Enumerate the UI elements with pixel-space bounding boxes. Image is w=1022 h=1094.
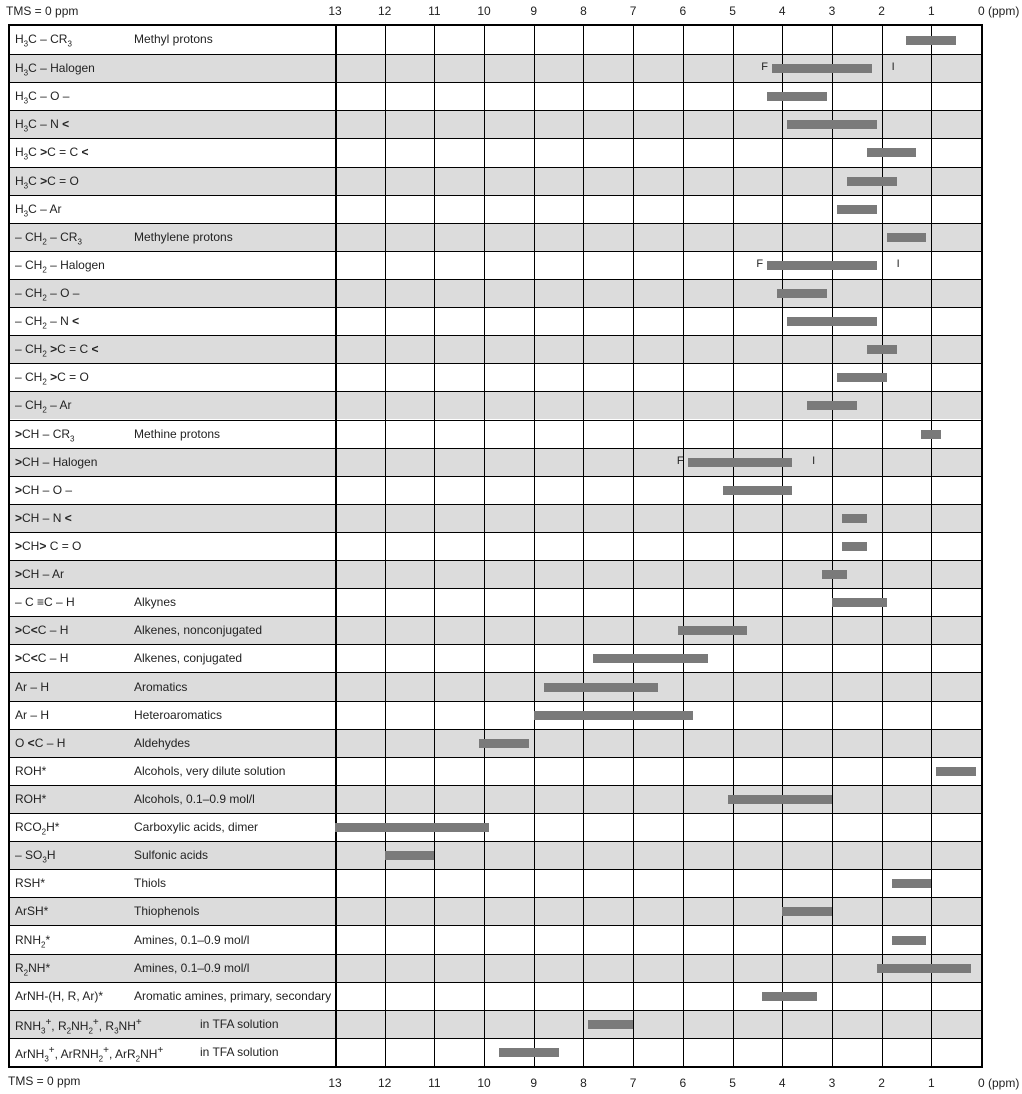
range-bar [837, 373, 887, 382]
gridline [534, 26, 535, 1066]
footer-tms-label: TMS = 0 ppm [8, 1074, 81, 1088]
range-bar [807, 401, 857, 410]
range-bar [723, 486, 793, 495]
tick-label: 3 [828, 4, 836, 18]
range-bar [772, 64, 871, 73]
range-end-label: I [896, 257, 900, 270]
proton-type-label: – $CH_2$ – Ar [15, 398, 72, 415]
row-description: Alcohols, 0.1–0.9 mol/l [134, 791, 255, 806]
range-bar [588, 1020, 633, 1029]
proton-type-label: $H_3C$ – O – [15, 89, 70, 106]
tick-label: 4 [778, 1076, 786, 1090]
row-description: in TFA solution [200, 1044, 279, 1059]
range-bar [499, 1048, 559, 1057]
range-bar [678, 626, 748, 635]
row-description: Aldehydes [134, 735, 191, 750]
range-bar [688, 458, 792, 467]
proton-type-label: – $CH_2$ – N < [15, 314, 80, 331]
gridline [385, 26, 386, 1066]
tick-label: 2 [878, 4, 885, 18]
gridline [583, 26, 584, 1066]
table-row [10, 925, 981, 953]
range-bar [867, 345, 897, 354]
range-start-label: F [756, 257, 764, 270]
range-start-label: F [761, 61, 769, 74]
table-row [10, 869, 981, 897]
proton-type-label: $RNH_2*$ [15, 932, 51, 949]
gridline [335, 26, 337, 1066]
tick-label: 6 [679, 4, 687, 18]
proton-type-label: – $CH_2$ – O – [15, 286, 80, 303]
gridline [683, 26, 684, 1066]
table-row [10, 672, 981, 700]
range-bar [832, 598, 887, 607]
range-end-label: I [812, 454, 816, 467]
row-description: Thiophenols [134, 904, 200, 919]
range-bar [906, 36, 956, 45]
table-row [10, 616, 981, 644]
row-description: Amines, 0.1–0.9 mol/l [134, 960, 250, 975]
tick-label: 1 [927, 1076, 935, 1090]
tick-label: 11 [428, 1076, 441, 1090]
proton-type-label: O <C – H [15, 735, 66, 750]
tick-label: 2 [878, 1076, 885, 1090]
table-row [10, 982, 981, 1010]
proton-type-label: >CH – N < [15, 510, 72, 525]
row-description: Alcohols, very dilute solution [134, 763, 286, 778]
range-bar [787, 317, 876, 326]
range-bar [534, 711, 693, 720]
table-row [10, 1010, 981, 1038]
tick-label: 4 [778, 4, 786, 18]
table-row [10, 223, 981, 251]
table-row [10, 954, 981, 982]
range-bar [892, 879, 932, 888]
table-row [10, 757, 981, 785]
table-row [10, 82, 981, 110]
gridline [733, 26, 734, 1066]
range-bar [762, 992, 817, 1001]
gridline [633, 26, 634, 1066]
row-description: Methyl protons [134, 32, 213, 47]
range-bar [867, 148, 917, 157]
row-description: Sulfonic acids [134, 848, 209, 863]
proton-type-label: $H_3C$ – Ar [15, 201, 62, 219]
table-row [10, 363, 981, 391]
row-description: Alkenes, nonconjugated [134, 623, 263, 638]
proton-type-label: – C ≡C – H [15, 595, 75, 610]
row-description: Thiols [134, 876, 167, 891]
tick-label: 3 [828, 1076, 836, 1090]
proton-type-label: – $CH_2 >C = C$ < [15, 342, 99, 359]
range-bar [728, 795, 832, 804]
row-description: Aromatics [134, 679, 188, 694]
tick-label: 7 [629, 4, 637, 18]
table-row [10, 532, 981, 560]
proton-type-label: ArNH$_3$+, ArRNH$_2$+, ArR$_2$NH+ [15, 1044, 164, 1064]
tick-label: 9 [530, 4, 538, 18]
table-row [10, 138, 981, 166]
tick-label: 11 [428, 4, 441, 18]
range-bar [921, 430, 941, 439]
table-row [10, 1038, 981, 1066]
proton-type-label: >C<C – H [15, 651, 69, 666]
table-row [10, 785, 981, 813]
row-description: Aromatic amines, primary, secondary [134, 988, 332, 1003]
tick-label: 7 [629, 1076, 637, 1090]
table-row [10, 167, 981, 195]
row-description: in TFA solution [200, 1016, 279, 1031]
row-description: Methine protons [134, 426, 221, 441]
table-row [10, 420, 981, 448]
proton-type-label: $H_3C$ – N < [15, 117, 70, 134]
proton-type-label: >CH – Ar [15, 567, 65, 582]
tick-label: 9 [530, 1076, 538, 1090]
header-unit-label: 0 (ppm) [978, 4, 1020, 18]
tick-label: 5 [729, 1076, 736, 1090]
row-description: Heteroaromatics [134, 707, 223, 722]
gridline [832, 26, 833, 1066]
table-row [10, 26, 981, 54]
table-row [10, 644, 981, 672]
range-end-label: I [891, 61, 895, 74]
row-description: Carboxylic acids, dimer [134, 820, 259, 835]
proton-type-label: $R_2NH*$ [15, 960, 51, 977]
table-row [10, 476, 981, 504]
footer-unit-label: 0 (ppm) [978, 1076, 1020, 1090]
table-row [10, 448, 981, 476]
proton-type-label: ArNH-(H, R, Ar)* [15, 988, 103, 1003]
tick-label: 10 [477, 1076, 491, 1090]
proton-type-label: $H_3C - CR_3$ [15, 32, 72, 49]
range-bar [936, 767, 976, 776]
gridline [434, 26, 435, 1066]
table-row [10, 335, 981, 363]
gridline [484, 26, 485, 1066]
range-bar [593, 654, 707, 663]
table-row [10, 279, 981, 307]
range-start-label: F [676, 454, 684, 467]
proton-type-label: $RCO_2H*$ [15, 820, 60, 837]
range-bar [782, 907, 832, 916]
range-bar [385, 851, 435, 860]
range-bar [892, 936, 927, 945]
table-row [10, 504, 981, 532]
range-bar [544, 683, 658, 692]
range-bar [887, 233, 927, 242]
range-bar [842, 542, 867, 551]
range-bar [335, 823, 489, 832]
range-bar [837, 205, 877, 214]
proton-type-label: $H_3C >C = C$ < [15, 145, 89, 162]
proton-type-label: >CH – Halogen [15, 454, 98, 469]
proton-type-label: Ar – H [15, 707, 50, 722]
proton-type-label: $H_3C >C = O$ [15, 173, 79, 190]
table-row [10, 195, 981, 223]
tick-label: 12 [378, 4, 392, 18]
tick-label: 1 [927, 4, 935, 18]
tick-label: 5 [729, 4, 736, 18]
proton-type-label: – $CH_2 - CR_3$ [15, 229, 82, 247]
row-description: Amines, 0.1–0.9 mol/l [134, 932, 250, 947]
range-bar [479, 739, 529, 748]
proton-type-label: Ar – H [15, 679, 50, 694]
tick-label: 12 [378, 1076, 392, 1090]
tick-label: 6 [679, 1076, 687, 1090]
header-tms-label: TMS = 0 ppm [6, 4, 79, 18]
proton-type-label: ROH* [15, 763, 47, 778]
proton-type-label: $H_3C$ – Halogen [15, 61, 95, 78]
range-bar [787, 120, 876, 129]
tick-label: 13 [328, 1076, 342, 1090]
proton-type-label: >C<C – H [15, 623, 69, 638]
proton-type-label: $>CH - CR_3$ [15, 426, 75, 443]
row-description: Methylene protons [134, 229, 233, 244]
range-bar [847, 177, 897, 186]
chemical-shift-chart [8, 24, 983, 1068]
range-bar [777, 289, 827, 298]
proton-type-label: >CH> C = O [15, 538, 82, 553]
proton-type-label: ROH* [15, 791, 47, 806]
proton-type-label: – $CH_2 >C = O$ [15, 370, 89, 387]
row-description: Alkynes [134, 595, 177, 610]
proton-type-label: $RNH_3^+$, $R_2NH_2^+$, $R_3NH^+$ [15, 1016, 142, 1036]
range-bar [767, 261, 876, 270]
proton-type-label: – $SO_3H$ [15, 848, 56, 865]
table-row [10, 701, 981, 729]
range-bar [822, 570, 847, 579]
row-description: Alkenes, conjugated [134, 651, 243, 666]
range-bar [842, 514, 867, 523]
proton-type-label: ArSH* [15, 904, 49, 919]
table-row [10, 897, 981, 925]
tick-label: 13 [328, 4, 342, 18]
tick-label: 8 [580, 1076, 587, 1090]
table-row [10, 841, 981, 869]
range-bar [877, 964, 971, 973]
range-bar [767, 92, 827, 101]
proton-type-label: >CH – O – [15, 482, 73, 497]
gridline [931, 26, 932, 1066]
tick-label: 8 [580, 4, 587, 18]
table-row [10, 813, 981, 841]
proton-type-label: – $CH_2$ – Halogen [15, 257, 105, 275]
proton-type-label: RSH* [15, 876, 46, 891]
tick-label: 10 [477, 4, 491, 18]
